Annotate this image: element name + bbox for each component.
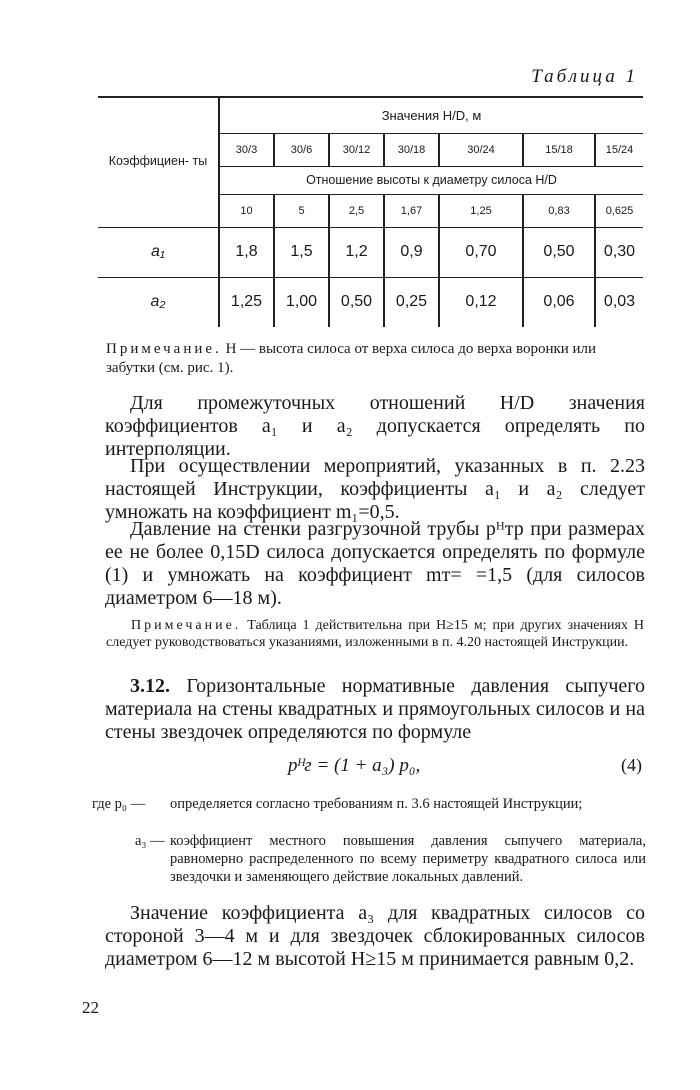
section-text: Горизонтальные нормативные давления сыпучего материала на стены квадратных и прямоугольных силосов и на стены звездочек определяются по формуле	[105, 675, 645, 743]
table-cell: 1,2	[329, 227, 384, 277]
table-cell: 0,30	[595, 227, 643, 277]
hd-value: 30/6	[274, 133, 329, 166]
table-cell: 1,00	[274, 277, 329, 327]
table-cell: 1,8	[219, 227, 274, 277]
ratio-value: 5	[274, 194, 329, 227]
ratio-header: Отношение высоты к диаметру силоса H/D	[219, 166, 643, 194]
ratio-value: 10	[219, 194, 274, 227]
where-p0-text: определяется согласно требованиям п. 3.6 настоящей Инструкции;	[170, 796, 583, 812]
hd-value: 30/3	[219, 133, 274, 166]
ratio-value: 1,67	[384, 194, 439, 227]
section-number: 3.12.	[130, 675, 170, 697]
coef-column-header: Коэффициен- ты	[98, 97, 219, 227]
table-cell: 0,06	[523, 277, 595, 327]
table-note	[106, 340, 644, 378]
table-cell: 0,50	[523, 227, 595, 277]
table-cell: 1,5	[274, 227, 329, 277]
table-cell: 0,50	[329, 277, 384, 327]
hd-value: 15/18	[523, 133, 595, 166]
equation-number: (4)	[621, 755, 642, 775]
note-text: Таблица 1 действительна при H≥15 м; при других значениях H следует руководствоваться указаниями, изложенными в п. 4.20 настоящей Инструкции.	[106, 618, 644, 650]
coefficient-table	[98, 96, 643, 327]
table-cell: 0,9	[384, 227, 439, 277]
section-3-12	[105, 675, 645, 744]
paragraph-pipe-pressure: Давление на стенки разгрузочной трубы pᴴтр при размерах ее не более 0,15D силоса допускается определять по формуле (1) и умножать на коэффициент mт= =1,5 (для силосов диаметром 6—18 м).	[105, 518, 645, 609]
table-cell: 0,03	[595, 277, 643, 327]
hd-value: 30/18	[384, 133, 439, 166]
table-cell: 1,25	[219, 277, 274, 327]
hd-value: 15/24	[595, 133, 643, 166]
paragraph-coefficient-a3: Значение коэффициента a₃ для квадратных силосов со стороной 3—4 м и для звездочек сблокированных силосов диаметром 6—12 м высотой H≥15 м принимается равным 0,2.	[105, 902, 645, 970]
row-label: a₂	[98, 277, 219, 327]
note-label: Примечание.	[131, 618, 242, 633]
table-validity-note	[106, 617, 644, 651]
where-a3-text: коэффициент местного повышения давления сыпучего материала, равномерно распределенного по всему периметру квадратного силоса или звездочки и заменяющего действие локальных давлений.	[170, 833, 646, 885]
table-caption: Таблица 1	[531, 66, 638, 87]
hd-header: Значения H/D, м	[219, 97, 643, 133]
ratio-value: 0,83	[523, 194, 595, 227]
hd-value: 30/12	[329, 133, 384, 166]
page-number: 22	[82, 998, 99, 1017]
ratio-value: 2,5	[329, 194, 384, 227]
table-cell: 0,12	[439, 277, 523, 327]
paragraph-measures: При осуществлении мероприятий, указанных в п. 2.23 настоящей Инструкции, коэффициенты a₁ и a₂ следует умножать на коэффициент m₁=0,5.	[105, 455, 645, 523]
where-a3-symbol: a₃ —	[135, 833, 165, 849]
note-label: Примечание.	[106, 341, 222, 357]
table-cell: 0,25	[384, 277, 439, 327]
note-text: H — высота силоса от верха силоса до верха воронки или забутки (см. рис. 1).	[106, 341, 597, 376]
hd-value: 30/24	[439, 133, 523, 166]
table-cell: 0,70	[439, 227, 523, 277]
paragraph-interpolation: Для промежуточных отношений H/D значения коэффициентов a₁ и a₂ допускается определять по интерполяции.	[105, 392, 645, 460]
ratio-value: 0,625	[595, 194, 643, 227]
formula: pᴴг = (1 + a₃) p₀,	[288, 755, 421, 776]
ratio-value: 1,25	[439, 194, 523, 227]
row-label: a₁	[98, 227, 219, 277]
where-p0-symbol: где p₀ —	[92, 796, 146, 812]
